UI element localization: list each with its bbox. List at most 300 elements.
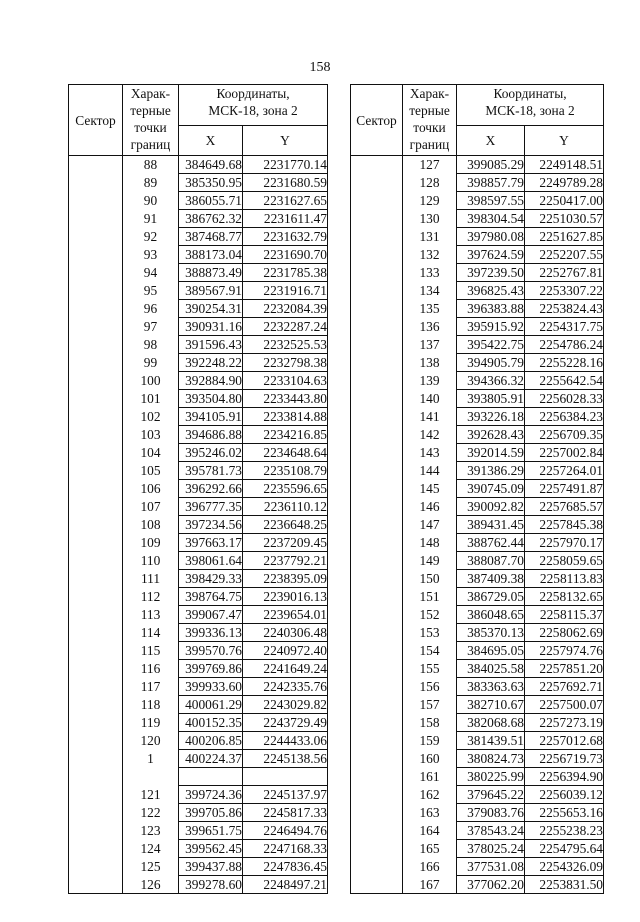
y-header: Y (525, 126, 604, 156)
sector-cell (351, 660, 403, 678)
sector-cell (351, 426, 403, 444)
x-coordinate-cell: 396777.35 (179, 498, 243, 516)
table-row (69, 444, 328, 462)
table-row (69, 804, 328, 822)
point-number-cell: 130 (403, 210, 457, 228)
point-number-cell: 95 (123, 282, 179, 300)
table-row (351, 534, 604, 552)
x-coordinate-cell: 395422.75 (457, 336, 525, 354)
point-number-cell: 160 (403, 750, 457, 768)
sector-cell (69, 552, 123, 570)
y-coordinate-cell: 2241649.24 (243, 660, 328, 678)
y-coordinate-cell: 2246494.76 (243, 822, 328, 840)
y-coordinate-cell: 2235108.79 (243, 462, 328, 480)
point-number-cell: 90 (123, 192, 179, 210)
table-row (69, 228, 328, 246)
y-coordinate-cell: 2257685.57 (525, 498, 604, 516)
table-row (69, 696, 328, 714)
y-coordinate-cell: 2249789.28 (525, 174, 604, 192)
sector-cell (351, 858, 403, 876)
point-number-cell: 154 (403, 642, 457, 660)
y-coordinate-cell: 2254786.24 (525, 336, 604, 354)
x-coordinate-cell: 398304.54 (457, 210, 525, 228)
y-coordinate-cell: 2256719.73 (525, 750, 604, 768)
y-coordinate-cell: 2231680.59 (243, 174, 328, 192)
sector-cell (69, 624, 123, 642)
point-number-cell: 109 (123, 534, 179, 552)
table-row (69, 714, 328, 732)
point-number-cell: 97 (123, 318, 179, 336)
y-coordinate-cell: 2258062.69 (525, 624, 604, 642)
point-number-cell: 133 (403, 264, 457, 282)
point-number-cell: 131 (403, 228, 457, 246)
sector-cell (69, 606, 123, 624)
char-header-line-2: терные (130, 103, 171, 118)
x-coordinate-cell: 397663.17 (179, 534, 243, 552)
point-number-cell: 110 (123, 552, 179, 570)
char-header-line-4: границ (130, 137, 171, 152)
x-coordinate-cell: 378025.24 (457, 840, 525, 858)
table-row (69, 750, 328, 768)
x-coordinate-cell: 400224.37 (179, 750, 243, 768)
point-number-cell: 136 (403, 318, 457, 336)
point-number-cell: 111 (123, 570, 179, 588)
table-row (69, 642, 328, 660)
y-coordinate-cell: 2239016.13 (243, 588, 328, 606)
y-coordinate-cell: 2233443.80 (243, 390, 328, 408)
point-number-cell: 145 (403, 480, 457, 498)
point-number-cell: 108 (123, 516, 179, 534)
point-number-cell: 100 (123, 372, 179, 390)
sector-cell (69, 516, 123, 534)
y-coordinate-cell: 2252767.81 (525, 264, 604, 282)
y-coordinate-cell: 2257970.17 (525, 534, 604, 552)
y-coordinate-cell: 2253824.43 (525, 300, 604, 318)
sector-cell (69, 228, 123, 246)
x-coordinate-cell: 390745.09 (457, 480, 525, 498)
y-coordinate-cell: 2240972.40 (243, 642, 328, 660)
table-row (351, 318, 604, 336)
table-row (351, 642, 604, 660)
point-number-cell: 151 (403, 588, 457, 606)
sector-cell (69, 300, 123, 318)
y-coordinate-cell: 2232525.53 (243, 336, 328, 354)
table-row (351, 210, 604, 228)
table-row (351, 552, 604, 570)
sector-cell (69, 336, 123, 354)
sector-cell (351, 210, 403, 228)
table-row (69, 390, 328, 408)
coordinates-table-right (350, 84, 604, 894)
table-row (351, 678, 604, 696)
point-number-cell: 92 (123, 228, 179, 246)
x-coordinate-cell: 399933.60 (179, 678, 243, 696)
char-header-line-4: границ (409, 137, 450, 152)
sector-cell (69, 768, 123, 786)
table-row (69, 408, 328, 426)
point-number-cell: 114 (123, 624, 179, 642)
table-row (69, 210, 328, 228)
y-coordinate-cell: 2231770.14 (243, 156, 328, 174)
table-row (69, 678, 328, 696)
table-row (69, 516, 328, 534)
point-number-cell: 123 (123, 822, 179, 840)
y-coordinate-cell: 2234648.64 (243, 444, 328, 462)
y-coordinate-cell: 2245137.97 (243, 786, 328, 804)
char-header-line-1: Харак- (130, 86, 171, 101)
sector-cell (351, 678, 403, 696)
x-coordinate-cell: 388762.44 (457, 534, 525, 552)
sector-cell (69, 156, 123, 174)
point-number-cell: 138 (403, 354, 457, 372)
x-header: X (457, 126, 525, 156)
y-coordinate-cell: 2233814.88 (243, 408, 328, 426)
sector-cell (69, 804, 123, 822)
table-row (351, 822, 604, 840)
sector-cell (69, 462, 123, 480)
x-coordinate-cell: 393226.18 (457, 408, 525, 426)
y-coordinate-cell: 2258059.65 (525, 552, 604, 570)
sector-cell (351, 156, 403, 174)
sector-cell (351, 516, 403, 534)
sector-cell (69, 660, 123, 678)
y-coordinate-cell: 2256384.23 (525, 408, 604, 426)
sector-cell (351, 372, 403, 390)
point-number-cell: 117 (123, 678, 179, 696)
x-coordinate-cell: 387468.77 (179, 228, 243, 246)
x-coordinate-cell: 399336.13 (179, 624, 243, 642)
y-coordinate-cell: 2253307.22 (525, 282, 604, 300)
sector-cell (351, 768, 403, 786)
point-number-cell: 166 (403, 858, 457, 876)
sector-cell (69, 840, 123, 858)
point-number-cell: 144 (403, 462, 457, 480)
point-number-cell (123, 768, 179, 786)
table-row (69, 570, 328, 588)
sector-cell (351, 354, 403, 372)
x-coordinate-cell: 387409.38 (457, 570, 525, 588)
sector-cell (69, 174, 123, 192)
sector-cell (69, 786, 123, 804)
table-row (351, 840, 604, 858)
x-coordinate-cell: 399278.60 (179, 876, 243, 894)
point-number-cell: 115 (123, 642, 179, 660)
point-number-cell: 164 (403, 822, 457, 840)
point-number-cell: 120 (123, 732, 179, 750)
table-row (351, 606, 604, 624)
point-number-cell: 134 (403, 282, 457, 300)
sector-cell (351, 174, 403, 192)
table-row (69, 606, 328, 624)
sector-cell (69, 354, 123, 372)
sector-cell (351, 876, 403, 894)
point-number-cell: 142 (403, 426, 457, 444)
sector-cell (351, 786, 403, 804)
x-coordinate-cell: 399705.86 (179, 804, 243, 822)
y-coordinate-cell: 2244433.06 (243, 732, 328, 750)
sector-cell (351, 570, 403, 588)
table-row (351, 732, 604, 750)
table-row (69, 768, 328, 786)
point-number-cell: 1 (123, 750, 179, 768)
point-number-cell: 162 (403, 786, 457, 804)
table-row (69, 624, 328, 642)
y-coordinate-cell: 2239654.01 (243, 606, 328, 624)
sector-cell (351, 318, 403, 336)
sector-cell (351, 642, 403, 660)
y-coordinate-cell: 2237792.21 (243, 552, 328, 570)
sector-cell (69, 498, 123, 516)
char-header-line-3: точки (413, 120, 446, 135)
x-coordinate-cell: 395915.92 (457, 318, 525, 336)
y-coordinate-cell: 2255653.16 (525, 804, 604, 822)
sector-cell (69, 264, 123, 282)
table-row (69, 282, 328, 300)
y-coordinate-cell: 2245817.33 (243, 804, 328, 822)
sector-cell (351, 498, 403, 516)
point-number-cell: 161 (403, 768, 457, 786)
point-number-cell: 106 (123, 480, 179, 498)
x-coordinate-cell: 398061.64 (179, 552, 243, 570)
sector-cell (69, 642, 123, 660)
sector-cell (69, 696, 123, 714)
point-number-cell: 124 (123, 840, 179, 858)
sector-cell (69, 678, 123, 696)
point-number-cell: 88 (123, 156, 179, 174)
coordinates-header (457, 85, 604, 126)
point-number-cell: 152 (403, 606, 457, 624)
x-coordinate-cell: 398857.79 (457, 174, 525, 192)
y-coordinate-cell: 2257273.19 (525, 714, 604, 732)
point-number-cell: 156 (403, 678, 457, 696)
point-number-cell: 159 (403, 732, 457, 750)
x-coordinate-cell: 397239.50 (457, 264, 525, 282)
table-row (69, 732, 328, 750)
x-coordinate-cell: 377062.20 (457, 876, 525, 894)
x-coordinate-cell: 400152.35 (179, 714, 243, 732)
x-coordinate-cell: 397624.59 (457, 246, 525, 264)
sector-cell (351, 336, 403, 354)
table-row (351, 228, 604, 246)
table-row (69, 786, 328, 804)
y-coordinate-cell: 2257012.68 (525, 732, 604, 750)
table-row (351, 156, 604, 174)
x-coordinate-cell (179, 768, 243, 786)
char-header-line-2: терные (409, 103, 450, 118)
y-coordinate-cell: 2250417.00 (525, 192, 604, 210)
table-row (351, 300, 604, 318)
coordinates-table-left (68, 84, 328, 894)
y-coordinate-cell: 2247168.33 (243, 840, 328, 858)
y-coordinate-cell: 2231611.47 (243, 210, 328, 228)
y-coordinate-cell: 2251030.57 (525, 210, 604, 228)
x-coordinate-cell: 381439.51 (457, 732, 525, 750)
y-coordinate-cell: 2238395.09 (243, 570, 328, 588)
table-row (351, 750, 604, 768)
point-number-cell: 163 (403, 804, 457, 822)
point-number-cell: 155 (403, 660, 457, 678)
point-number-cell: 121 (123, 786, 179, 804)
point-number-cell: 167 (403, 876, 457, 894)
sector-cell (351, 264, 403, 282)
table-row (69, 552, 328, 570)
table-row (351, 426, 604, 444)
sector-cell (351, 624, 403, 642)
point-number-cell: 96 (123, 300, 179, 318)
x-coordinate-cell: 384695.05 (457, 642, 525, 660)
coords-header-line-1: Координаты, (493, 86, 567, 101)
point-number-cell: 105 (123, 462, 179, 480)
y-coordinate-cell: 2247836.45 (243, 858, 328, 876)
point-number-cell: 101 (123, 390, 179, 408)
sector-cell (69, 534, 123, 552)
y-coordinate-cell: 2243729.49 (243, 714, 328, 732)
point-number-cell: 149 (403, 552, 457, 570)
table-row (69, 480, 328, 498)
point-number-cell: 148 (403, 534, 457, 552)
sector-cell (69, 426, 123, 444)
x-coordinate-cell: 393504.80 (179, 390, 243, 408)
sector-cell (69, 750, 123, 768)
table-row (69, 372, 328, 390)
x-coordinate-cell: 396383.88 (457, 300, 525, 318)
point-number-cell: 116 (123, 660, 179, 678)
point-number-cell: 89 (123, 174, 179, 192)
table-row (351, 192, 604, 210)
sector-cell (351, 246, 403, 264)
table-row (69, 840, 328, 858)
sector-cell (69, 876, 123, 894)
y-coordinate-cell: 2232287.24 (243, 318, 328, 336)
y-coordinate-cell: 2254795.64 (525, 840, 604, 858)
sector-cell (69, 822, 123, 840)
sector-cell (351, 192, 403, 210)
table-row (351, 588, 604, 606)
sector-cell (351, 588, 403, 606)
sector-cell (351, 462, 403, 480)
y-coordinate-cell: 2231916.71 (243, 282, 328, 300)
table-row (69, 318, 328, 336)
point-number-cell: 132 (403, 246, 457, 264)
point-number-cell: 135 (403, 300, 457, 318)
sector-cell (351, 444, 403, 462)
point-number-cell: 98 (123, 336, 179, 354)
coords-header-line-1: Координаты, (216, 86, 290, 101)
x-coordinate-cell: 400061.29 (179, 696, 243, 714)
x-coordinate-cell: 394905.79 (457, 354, 525, 372)
point-number-cell: 139 (403, 372, 457, 390)
y-coordinate-cell: 2231632.79 (243, 228, 328, 246)
x-coordinate-cell: 377531.08 (457, 858, 525, 876)
table-row (351, 480, 604, 498)
point-number-cell: 94 (123, 264, 179, 282)
y-coordinate-cell: 2236648.25 (243, 516, 328, 534)
y-coordinate-cell: 2251627.85 (525, 228, 604, 246)
x-coordinate-cell: 398597.55 (457, 192, 525, 210)
x-coordinate-cell: 386048.65 (457, 606, 525, 624)
point-number-cell: 140 (403, 390, 457, 408)
sector-cell (351, 228, 403, 246)
table-row (351, 390, 604, 408)
x-coordinate-cell: 384025.58 (457, 660, 525, 678)
sector-cell (69, 480, 123, 498)
y-coordinate-cell: 2232798.38 (243, 354, 328, 372)
x-coordinate-cell: 398764.75 (179, 588, 243, 606)
y-coordinate-cell: 2257845.38 (525, 516, 604, 534)
table-row (351, 282, 604, 300)
x-coordinate-cell: 388873.49 (179, 264, 243, 282)
x-coordinate-cell: 399085.29 (457, 156, 525, 174)
table-row (351, 372, 604, 390)
point-number-cell: 112 (123, 588, 179, 606)
table-row (69, 192, 328, 210)
table-row (69, 498, 328, 516)
x-coordinate-cell: 382068.68 (457, 714, 525, 732)
table-row (69, 588, 328, 606)
table-row (351, 462, 604, 480)
x-coordinate-cell: 386055.71 (179, 192, 243, 210)
page-number: 158 (309, 60, 331, 75)
characteristic-points-header (403, 85, 457, 156)
x-coordinate-cell: 399724.36 (179, 786, 243, 804)
table-row (351, 624, 604, 642)
point-number-cell: 129 (403, 192, 457, 210)
point-number-cell: 165 (403, 840, 457, 858)
x-coordinate-cell: 390931.16 (179, 318, 243, 336)
sector-header: Сектор (351, 85, 403, 156)
point-number-cell: 93 (123, 246, 179, 264)
x-coordinate-cell: 382710.67 (457, 696, 525, 714)
table-row (69, 156, 328, 174)
y-coordinate-cell: 2255642.54 (525, 372, 604, 390)
point-number-cell: 150 (403, 570, 457, 588)
x-coordinate-cell: 389567.91 (179, 282, 243, 300)
point-number-cell: 125 (123, 858, 179, 876)
point-number-cell: 104 (123, 444, 179, 462)
sector-cell (351, 840, 403, 858)
y-coordinate-cell: 2245138.56 (243, 750, 328, 768)
x-coordinate-cell: 400206.85 (179, 732, 243, 750)
point-number-cell: 146 (403, 498, 457, 516)
x-coordinate-cell: 385350.95 (179, 174, 243, 192)
point-number-cell: 126 (123, 876, 179, 894)
point-number-cell: 141 (403, 408, 457, 426)
table-row (351, 714, 604, 732)
x-coordinate-cell: 399562.45 (179, 840, 243, 858)
point-number-cell: 113 (123, 606, 179, 624)
table-row (69, 822, 328, 840)
y-coordinate-cell: 2232084.39 (243, 300, 328, 318)
sector-cell (351, 822, 403, 840)
table-row (69, 876, 328, 894)
sector-cell (69, 858, 123, 876)
x-coordinate-cell: 399067.47 (179, 606, 243, 624)
x-coordinate-cell: 388087.70 (457, 552, 525, 570)
sector-cell (69, 444, 123, 462)
y-coordinate-cell: 2236110.12 (243, 498, 328, 516)
y-coordinate-cell: 2256039.12 (525, 786, 604, 804)
table-row (351, 768, 604, 786)
x-coordinate-cell: 399651.75 (179, 822, 243, 840)
sector-cell (69, 282, 123, 300)
sector-cell (351, 408, 403, 426)
y-header: Y (243, 126, 328, 156)
point-number-cell: 153 (403, 624, 457, 642)
y-coordinate-cell: 2248497.21 (243, 876, 328, 894)
x-header: X (179, 126, 243, 156)
y-coordinate-cell: 2237209.45 (243, 534, 328, 552)
sector-cell (351, 606, 403, 624)
